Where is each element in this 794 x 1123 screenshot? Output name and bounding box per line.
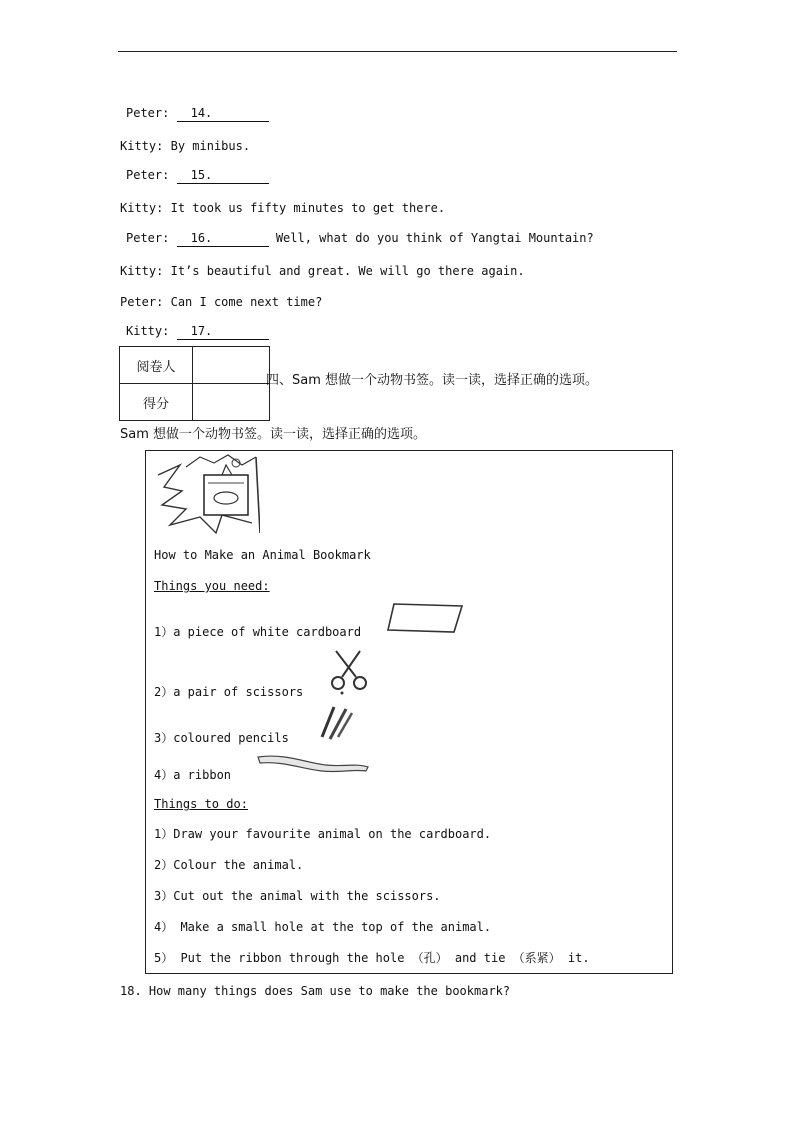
dialogue-line-15 (126, 167, 269, 184)
reviewer-label: 阅卷人 (120, 347, 193, 384)
section-heading: 四、Sam 想做一个动物书签。读一读，选择正确的选项。 (266, 373, 599, 388)
speaker: Peter: (126, 231, 170, 245)
section-subtitle: Sam 想做一个动物书签。读一读，选择正确的选项。 (120, 427, 427, 442)
dialogue-line: Kitty: It took us fifty minutes to get there. (120, 201, 446, 215)
answer-blank-14[interactable]: 14. (177, 105, 269, 122)
things-you-need-heading: Things you need: (154, 579, 270, 593)
reviewer-cell[interactable] (193, 347, 270, 384)
score-table (119, 346, 270, 421)
cardboard-icon (386, 601, 466, 635)
step-item: 2）Colour the animal. (154, 858, 304, 872)
reading-box (145, 450, 673, 974)
coloured-pencils-icon (316, 703, 356, 741)
speaker: Peter: (126, 106, 170, 120)
things-to-do-heading: Things to do: (154, 797, 248, 811)
question-18: 18. How many things does Sam use to make the bookmark? (120, 984, 511, 998)
bookmark-illustration-icon (156, 453, 260, 537)
dialogue-line-14 (126, 105, 269, 122)
need-item: 4）a ribbon (154, 768, 232, 782)
scissors-icon (326, 647, 372, 695)
speaker: Peter: (126, 168, 170, 182)
answer-blank-15[interactable]: 15. (177, 167, 269, 184)
ribbon-icon (256, 751, 372, 775)
step-item: 3）Cut out the animal with the scissors. (154, 889, 441, 903)
dialogue-line: Kitty: By minibus. (120, 139, 251, 153)
need-item: 2）a pair of scissors (154, 685, 304, 699)
dialogue-line: Kitty: It’s beautiful and great. We will go there again. (120, 264, 525, 278)
need-item: 1）a piece of white cardboard (154, 625, 362, 639)
dialogue-line: Peter: Can I come next time? (120, 295, 323, 309)
speaker: Kitty: (126, 324, 170, 338)
score-cell[interactable] (193, 384, 270, 421)
step-item: 4） Make a small hole at the top of the animal. (154, 920, 492, 934)
step-item: 5） Put the ribbon through the hole （孔） and tie （系紧） it. (154, 951, 590, 965)
dialogue-line-17 (126, 323, 269, 340)
answer-blank-16[interactable]: 16. (177, 230, 269, 247)
reading-title: How to Make an Animal Bookmark (154, 548, 371, 562)
need-item: 3）coloured pencils (154, 731, 289, 745)
score-label: 得分 (120, 384, 193, 421)
step-item: 1）Draw your favourite animal on the cardboard. (154, 827, 492, 841)
header-rule (118, 51, 677, 52)
dialogue-line-16: Peter: 16. Well, what do you think of Yangtai Mountain? (126, 231, 594, 245)
answer-blank-17[interactable]: 17. (177, 323, 269, 340)
